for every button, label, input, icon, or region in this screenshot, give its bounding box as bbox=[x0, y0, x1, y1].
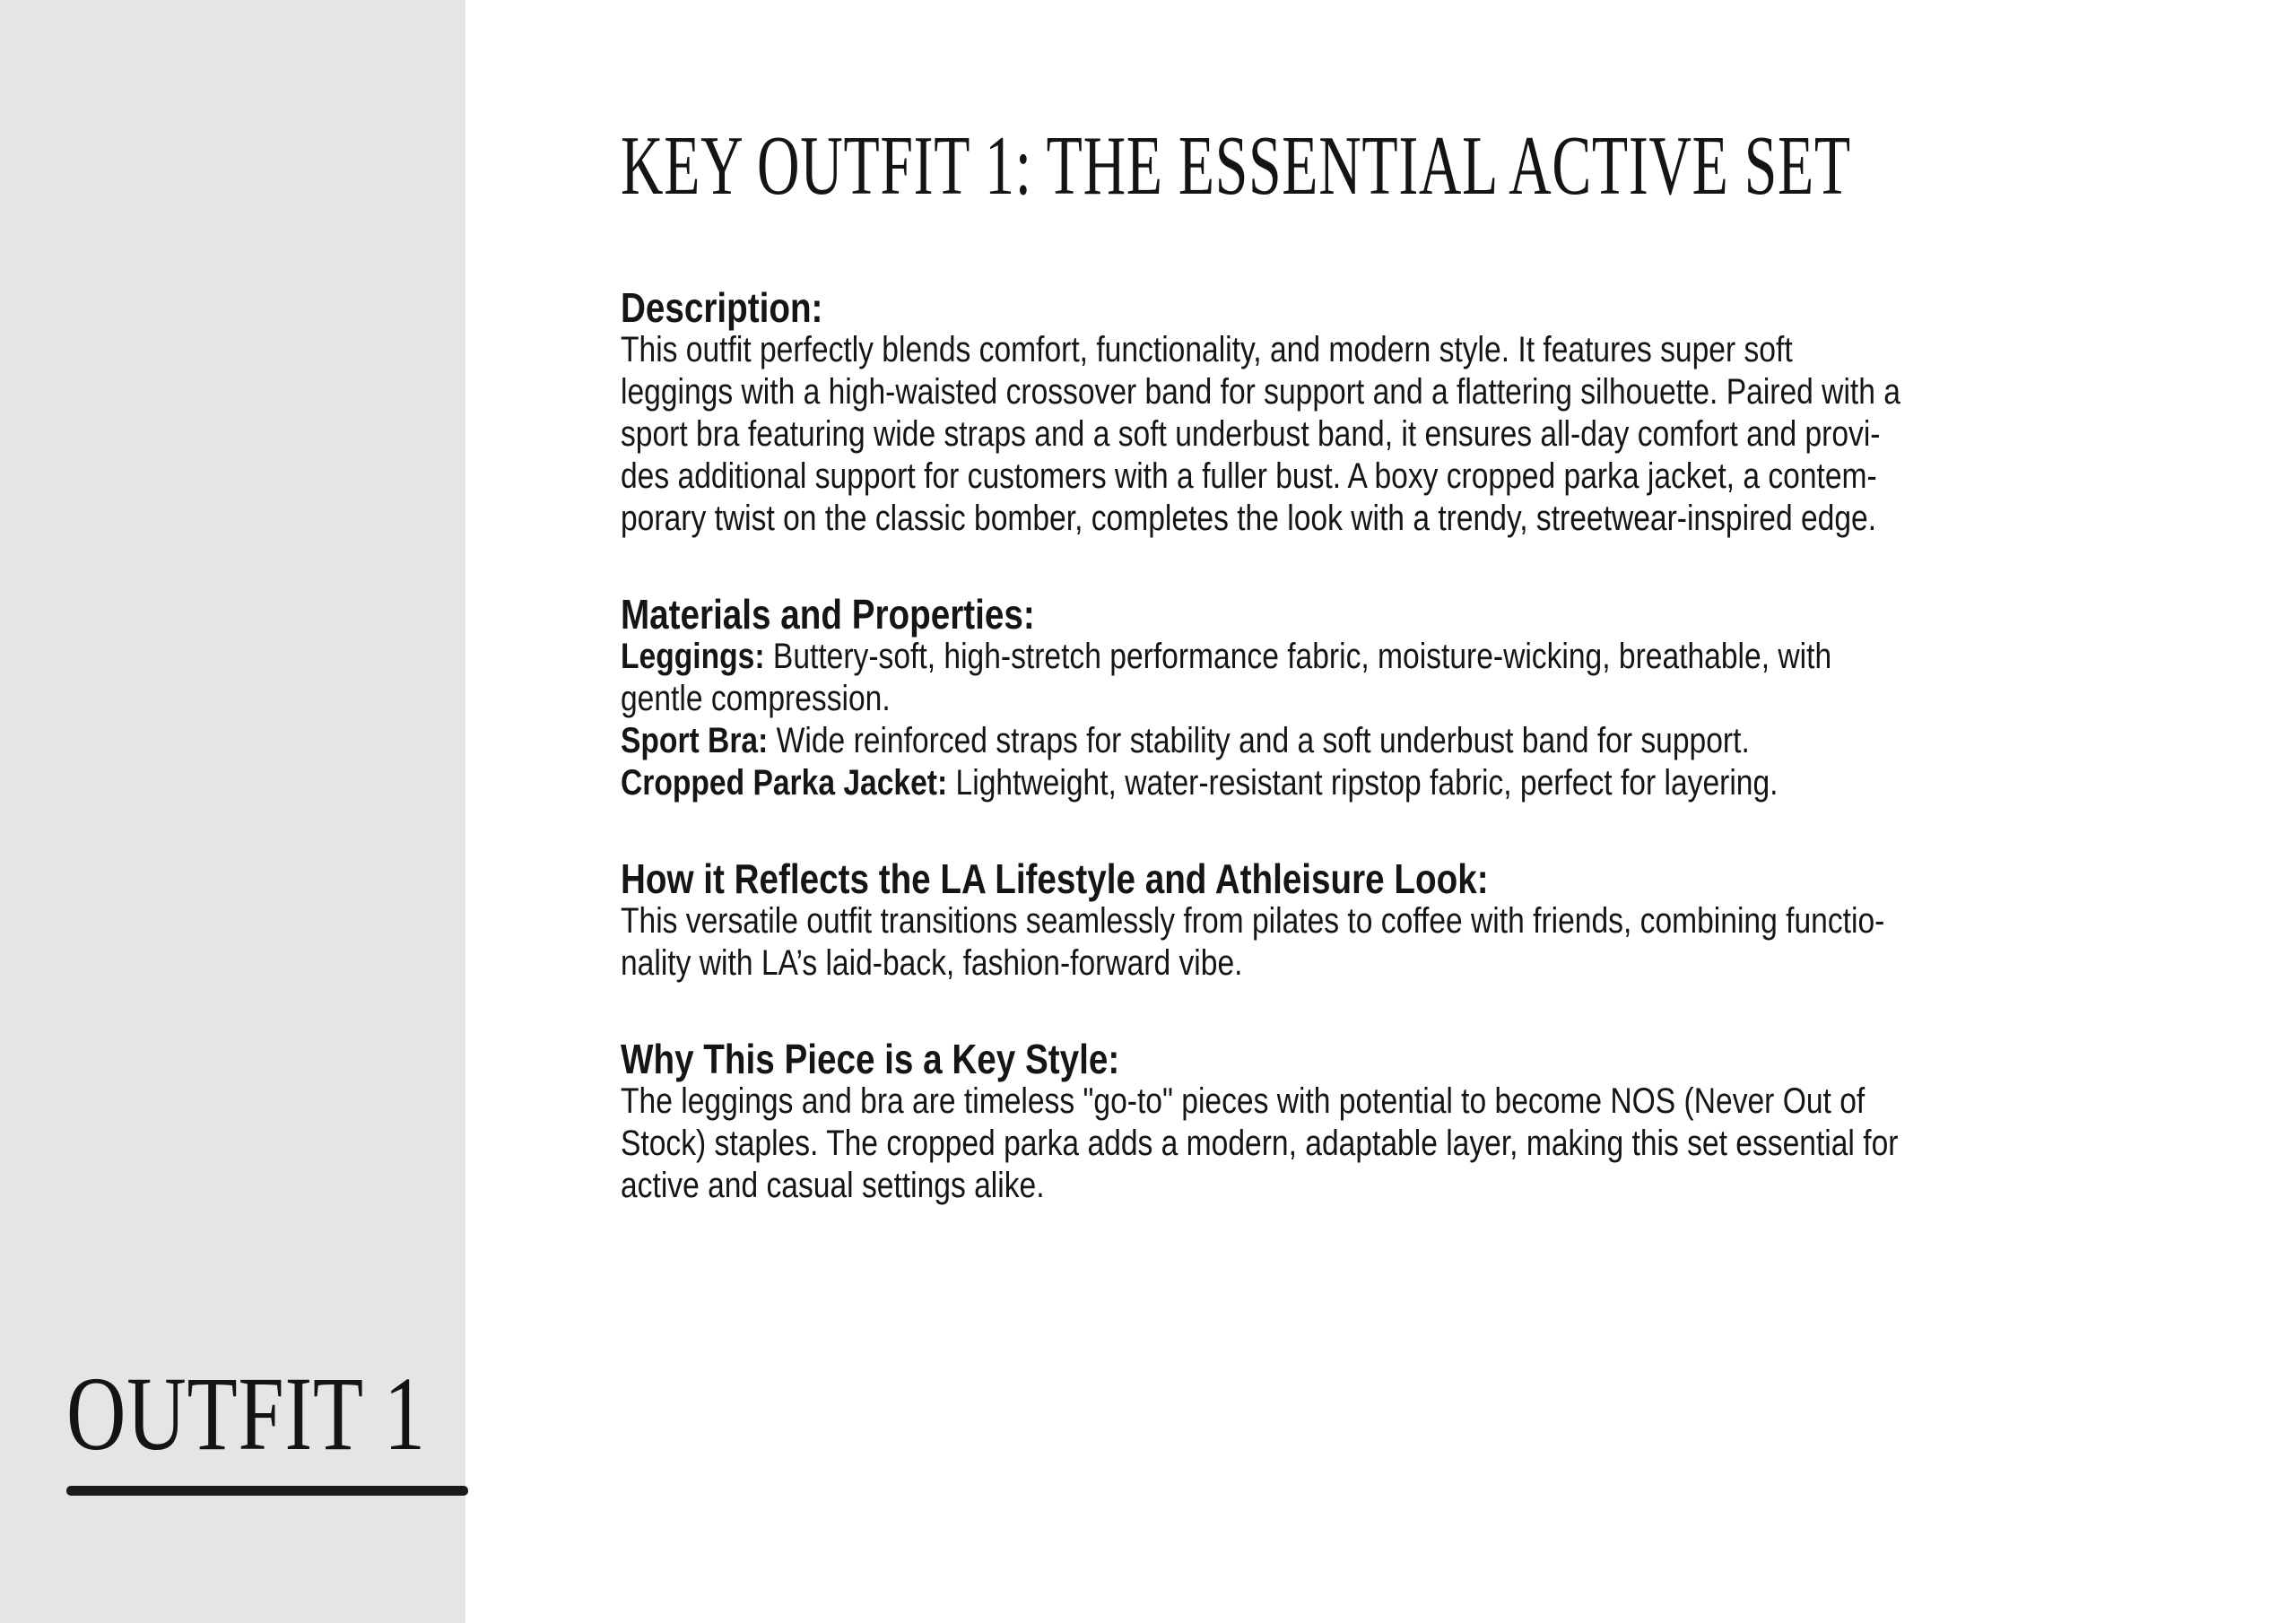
description-heading: Description: bbox=[621, 284, 823, 331]
material-label: Leggings: bbox=[621, 637, 765, 676]
body-line: leggings with a high-waisted crossover band for support and a flattering silhouette. Paired with a bbox=[621, 372, 1900, 412]
body-line: The leggings and bra are timeless "go-to" pieces with potential to become NOS (Never Out of bbox=[621, 1081, 1866, 1121]
material-label: Cropped Parka Jacket: bbox=[621, 763, 948, 803]
section-description bbox=[621, 284, 2067, 540]
body-line: active and casual settings alike. bbox=[621, 1166, 1045, 1205]
materials-heading: Materials and Properties: bbox=[621, 591, 1035, 638]
content-text-column bbox=[621, 284, 2067, 1207]
body-line: sport bra featuring wide straps and a soft underbust band, it ensures all-day comfort and provi- bbox=[621, 414, 1881, 454]
keystyle-heading: Why This Piece is a Key Style: bbox=[621, 1036, 1120, 1082]
sidebar-underline bbox=[66, 1486, 468, 1496]
lifestyle-heading: How it Reflects the LA Lifestyle and Athleisure Look: bbox=[621, 855, 1489, 902]
page-title: KEY OUTFIT 1: THE ESSENTIAL ACTIVE SET bbox=[621, 119, 1851, 213]
material-text: Lightweight, water-resistant ripstop fabric, perfect for layering. bbox=[955, 763, 1779, 803]
material-text: Buttery-soft, high-stretch performance fabric, moisture-wicking, breathable, with bbox=[772, 637, 1832, 676]
body-line: This versatile outfit transitions seamlessly from pilates to coffee with friends, combining functio- bbox=[621, 901, 1885, 941]
sidebar bbox=[0, 0, 465, 1623]
body-line: nality with LA’s laid-back, fashion-forward vibe. bbox=[621, 943, 1243, 983]
section-lifestyle bbox=[621, 855, 2067, 985]
sidebar-outfit-label: OUTFIT 1 bbox=[66, 1355, 426, 1472]
body-line: des additional support for customers with a fuller bust. A boxy cropped parka jacket, a contem- bbox=[621, 456, 1877, 496]
material-item-leggings bbox=[621, 636, 2067, 678]
material-item-sport-bra bbox=[621, 720, 2067, 762]
material-label: Sport Bra: bbox=[621, 721, 769, 760]
body-line: Stock) staples. The cropped parka adds a modern, adaptable layer, making this set essential for bbox=[621, 1124, 1899, 1163]
material-text-continuation: gentle compression. bbox=[621, 679, 891, 718]
body-line: porary twist on the classic bomber, completes the look with a trendy, streetwear-inspired edge. bbox=[621, 499, 1877, 538]
section-materials bbox=[621, 591, 2067, 804]
body-line: This outfit perfectly blends comfort, functionality, and modern style. It features super soft bbox=[621, 330, 1793, 369]
material-text: Wide reinforced straps for stability and a soft underbust band for support. bbox=[776, 721, 1750, 760]
material-item-parka bbox=[621, 762, 2067, 804]
section-keystyle bbox=[621, 1038, 2067, 1207]
